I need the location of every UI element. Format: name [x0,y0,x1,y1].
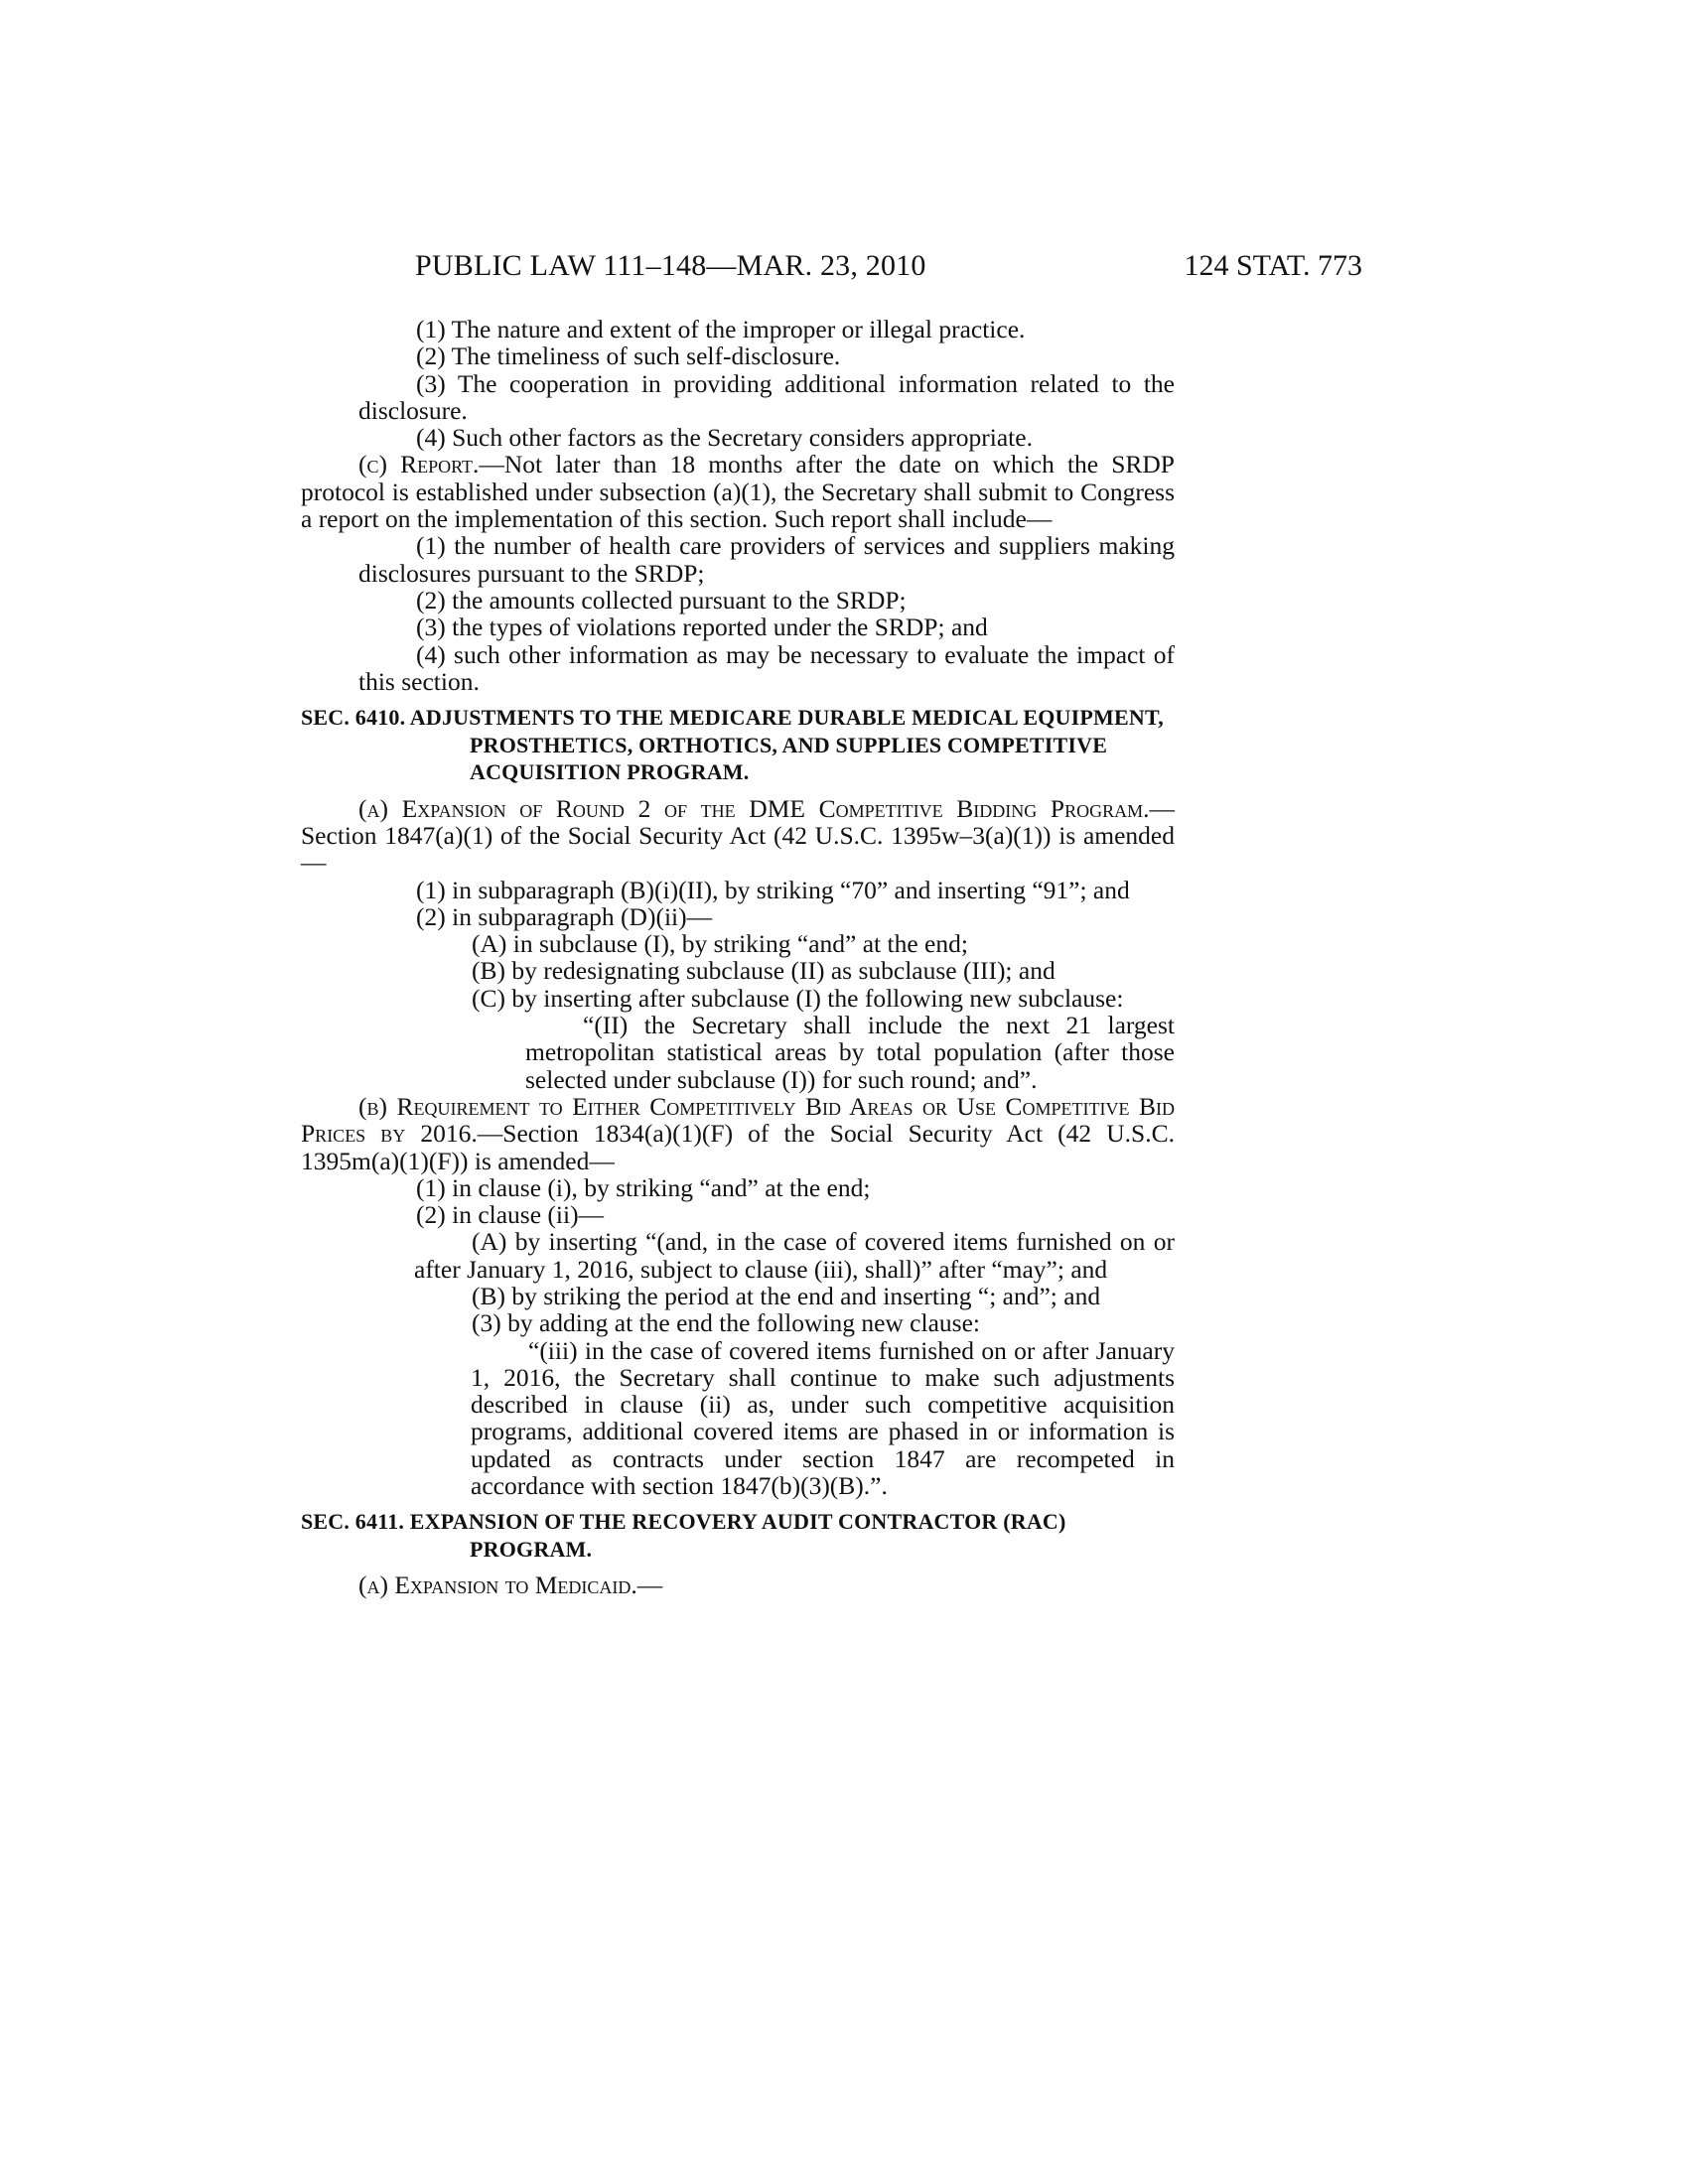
subsection-c-report [301,451,1175,532]
amendment-a-2-A: (A) in subclause (I), by striking “and” at the end; [472,929,968,959]
inserted-subclause-II: “(II) the Secretary shall include the next 21 largest metropolitan statistical areas by total population (after those selected under subclause (I)) for such round; and”. [525,1011,1175,1094]
amendment-b-2-B: (B) by striking the period at the end and inserting “; and”; and [472,1282,1101,1310]
subsection-c-text: —Not later than 18 months after the date on which the SRDP protocol is established under subsection (a)(1), the Secretary shall submit to Congress a report on the implementation of this section. Such report shall include— [301,450,1175,534]
subsection-c-heading: (c) Report. [358,450,480,479]
section-6410-subsection-a-text: —Section 1847(a)(1) of the Social Security Act (42 U.S.C. 1395w–3(a)(1)) is amended— [301,793,1175,878]
factor-2: (2) The timeliness of such self-disclosure. [416,341,841,371]
factor-3: (3) The cooperation in providing additional information related to the disclosure. [358,368,1175,425]
section-6410-subsection-a-heading: (a) Expansion of Round 2 of the DME Competitive Bidding Program. [358,793,1150,823]
inserted-clause-iii: “(iii) in the case of covered items furnished on or after January 1, 2016, the Secretary shall continue to make such adjustments described in clause (ii) as, under such competitive acquisition programs, additional covered items are phased in or information is updated as contracts under section 1847 are recompeted in accordance with section 1847(b)(3)(B).”. [471,1335,1175,1501]
report-item-1: (1) the number of health care providers of services and suppliers making disclosures pursuant to the SRDP; [358,531,1175,588]
factor-1: (1) The nature and extent of the improper or illegal practice. [416,315,1026,343]
section-6410-subsection-b [301,1093,1175,1174]
section-6410-subsection-b-text: —Section 1834(a)(1)(F) of the Social Security Act (42 U.S.C. 1395m(a)(1)(F)) is amended— [301,1119,1176,1175]
section-6411-subsection-a-heading: (a) Expansion to Medicaid. [358,1570,637,1600]
running-head-title: PUBLIC LAW 111–148—MAR. 23, 2010 [415,249,926,282]
amendment-a-1: (1) in subparagraph (B)(i)(II), by striking “70” and inserting “91”; and [416,875,1130,904]
document-body [301,316,1175,1599]
report-item-4: (4) such other information as may be necessary to evaluate the impact of this section. [358,639,1175,696]
report-item-3: (3) the types of violations reported under the SRDP; and [416,613,988,642]
amendment-b-3: (3) by adding at the end the following new clause: [472,1308,980,1338]
section-6411-subsection-a-text: — [636,1570,663,1600]
amendment-a-2-B: (B) by redesignating subclause (II) as subclause (III); and [472,956,1055,986]
report-item-2: (2) the amounts collected pursuant to the SRDP; [416,585,907,614]
amendment-a-2: (2) in subparagraph (D)(ii)— [416,901,713,931]
section-6411-subsection-a [301,1571,1175,1598]
factor-4: (4) Such other factors as the Secretary considers appropriate. [416,423,1033,453]
section-6410-heading: SEC. 6410. ADJUSTMENTS TO THE MEDICARE DURABLE MEDICAL EQUIPMENT, PROSTHETICS, ORTHOTICS, AND SUPPLIES COMPETITIVE ACQUISITION PROGRAM. [301,705,1164,785]
section-6410-subsection-b-heading: (b) Requirement to Either Competitively Bid Areas or Use Competitive Bid Prices by 2016. [301,1091,1175,1149]
section-6411-heading: SEC. 6411. EXPANSION OF THE RECOVERY AUDIT CONTRACTOR (RAC) PROGRAM. [301,1509,1066,1562]
statute-page-number: 124 STAT. 773 [1184,249,1362,282]
amendment-a-2-C: (C) by inserting after subclause (I) the following new subclause: [472,983,1124,1013]
section-6410-subsection-a [301,795,1175,877]
page-header [0,246,1688,286]
amendment-b-2-A: (A) by inserting “(and, in the case of covered items furnished on or after January 1, 2016, subject to clause (iii), shall)” after “may”; and [414,1227,1175,1284]
amendment-b-2: (2) in clause (ii)— [416,1200,605,1230]
amendment-b-1: (1) in clause (i), by striking “and” at the end; [416,1172,871,1202]
